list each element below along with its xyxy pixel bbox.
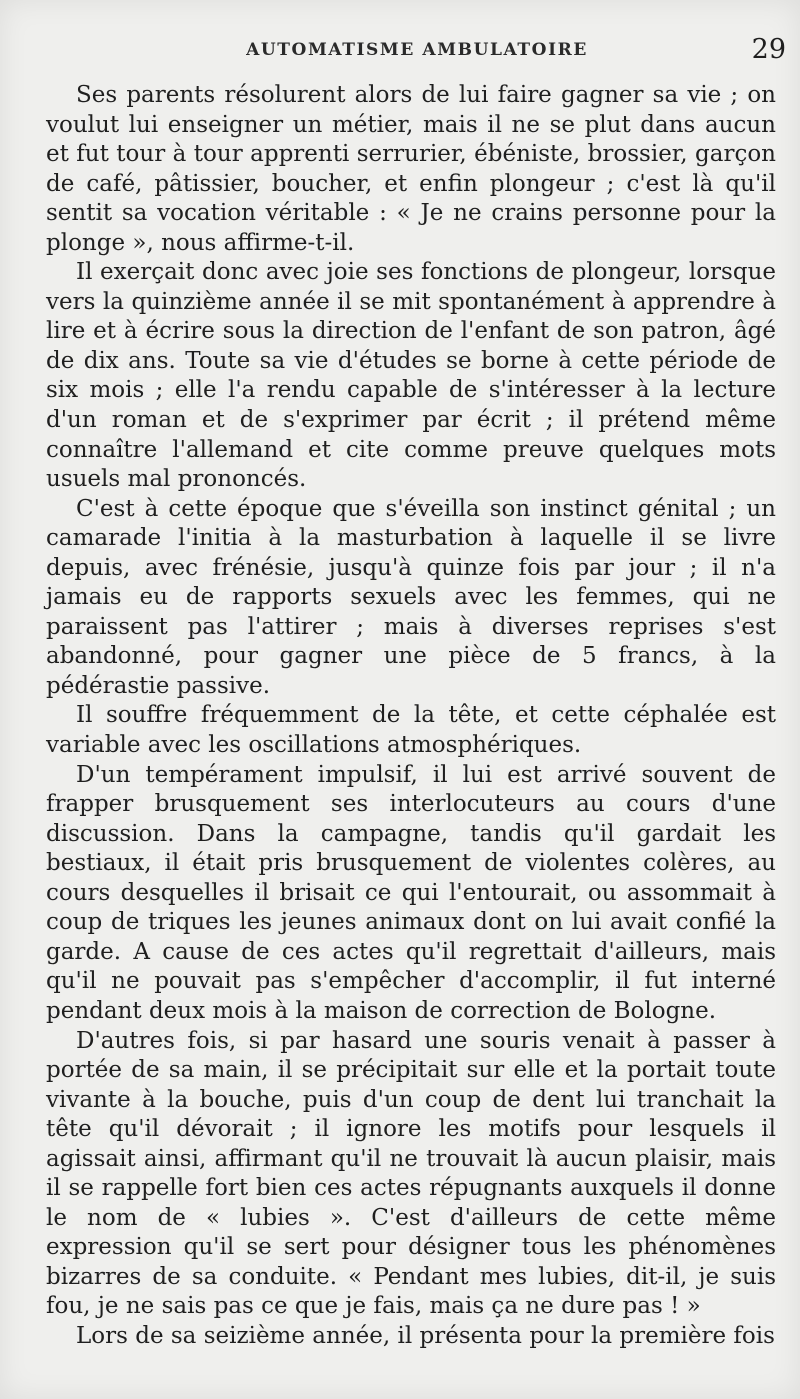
page-number: 29	[751, 34, 786, 65]
paragraph-4: Il souffre fréquemment de la tête, et cette céphalée est variable avec les oscillations atmosphériques.	[46, 702, 776, 759]
page-header	[48, 36, 786, 76]
paragraph-2: Il exerçait donc avec joie ses fonctions de plongeur, lorsque vers la quinzième année il se mit spontanément à apprendre à lire et à écrire sous la direction de l'enfant de son patron, âgé de dix ans. Toute sa vie d'études se borne à cette période de six mois ; elle l'a rendu capable de s'intéresser à la lecture d'un roman et de s'exprimer par écrit ; il prétend même connaître l'allemand et cite comme preuve quelques mots usuels mal prononcés.	[46, 259, 776, 493]
paragraph-5: D'un tempérament impulsif, il lui est arrivé souvent de frapper brusquement ses interlocuteurs au cours d'une discussion. Dans la campagne, tandis qu'il gardait les bestiaux, il était pris brusquement de violentes colères, au cours desquelles il brisait ce qui l'entourait, ou assommait à coup de triques les jeunes animaux dont on lui avait confié la garde. A cause de ces actes qu'il regrettait d'ailleurs, mais qu'il ne pouvait pas s'empêcher d'accomplir, il fut interné pendant deux mois à la maison de correction de Bologne.	[46, 761, 776, 1024]
paragraph-1: Ses parents résolurent alors de lui faire gagner sa vie ; on voulut lui enseigner un métier, mais il ne se plut dans aucun et fut tour à tour apprenti serrurier, ébéniste, brossier, garçon de café, pâtissier, boucher, et enfin plongeur ; c'est là qu'il sentit sa vocation véritable : « Je ne crains personne pour la plonge », nous affirme-t-il.	[46, 82, 776, 256]
paragraph-7: Lors de sa seizième année, il présenta pour la première fois	[76, 1322, 775, 1349]
body-text	[46, 81, 776, 1352]
paragraph-3: C'est à cette époque que s'éveilla son instinct génital ; un camarade l'initia à la masturbation à laquelle il se livre depuis, avec frénésie, jusqu'à quinze fois par jour ; il n'a jamais eu de rapports sexuels avec les femmes, qui ne paraissent pas l'attirer ; mais à diverses reprises s'est abandonné, pour gagner une pièce de 5 francs, à la pédérastie passive.	[46, 495, 776, 699]
running-title: AUTOMATISME AMBULATOIRE	[246, 40, 588, 60]
paragraph-6: D'autres fois, si par hasard une souris venait à passer à portée de sa main, il se précipitait sur elle et la portait toute vivante à la bouche, puis d'un coup de dent lui tranchait la tête qu'il dévorait ; il ignore les motifs pour lesquels il agissait ainsi, affirmant qu'il ne trouvait là aucun plaisir, mais il se rappelle fort bien ces actes répugnants auxquels il donne le nom de « lubies ». C'est d'ailleurs de cette même expression qu'il se sert pour désigner tous les phénomènes bizarres de sa conduite. « Pendant mes lubies, dit-il, je suis fou, je ne sais pas ce que je fais, mais ça ne dure pas ! »	[46, 1027, 776, 1320]
